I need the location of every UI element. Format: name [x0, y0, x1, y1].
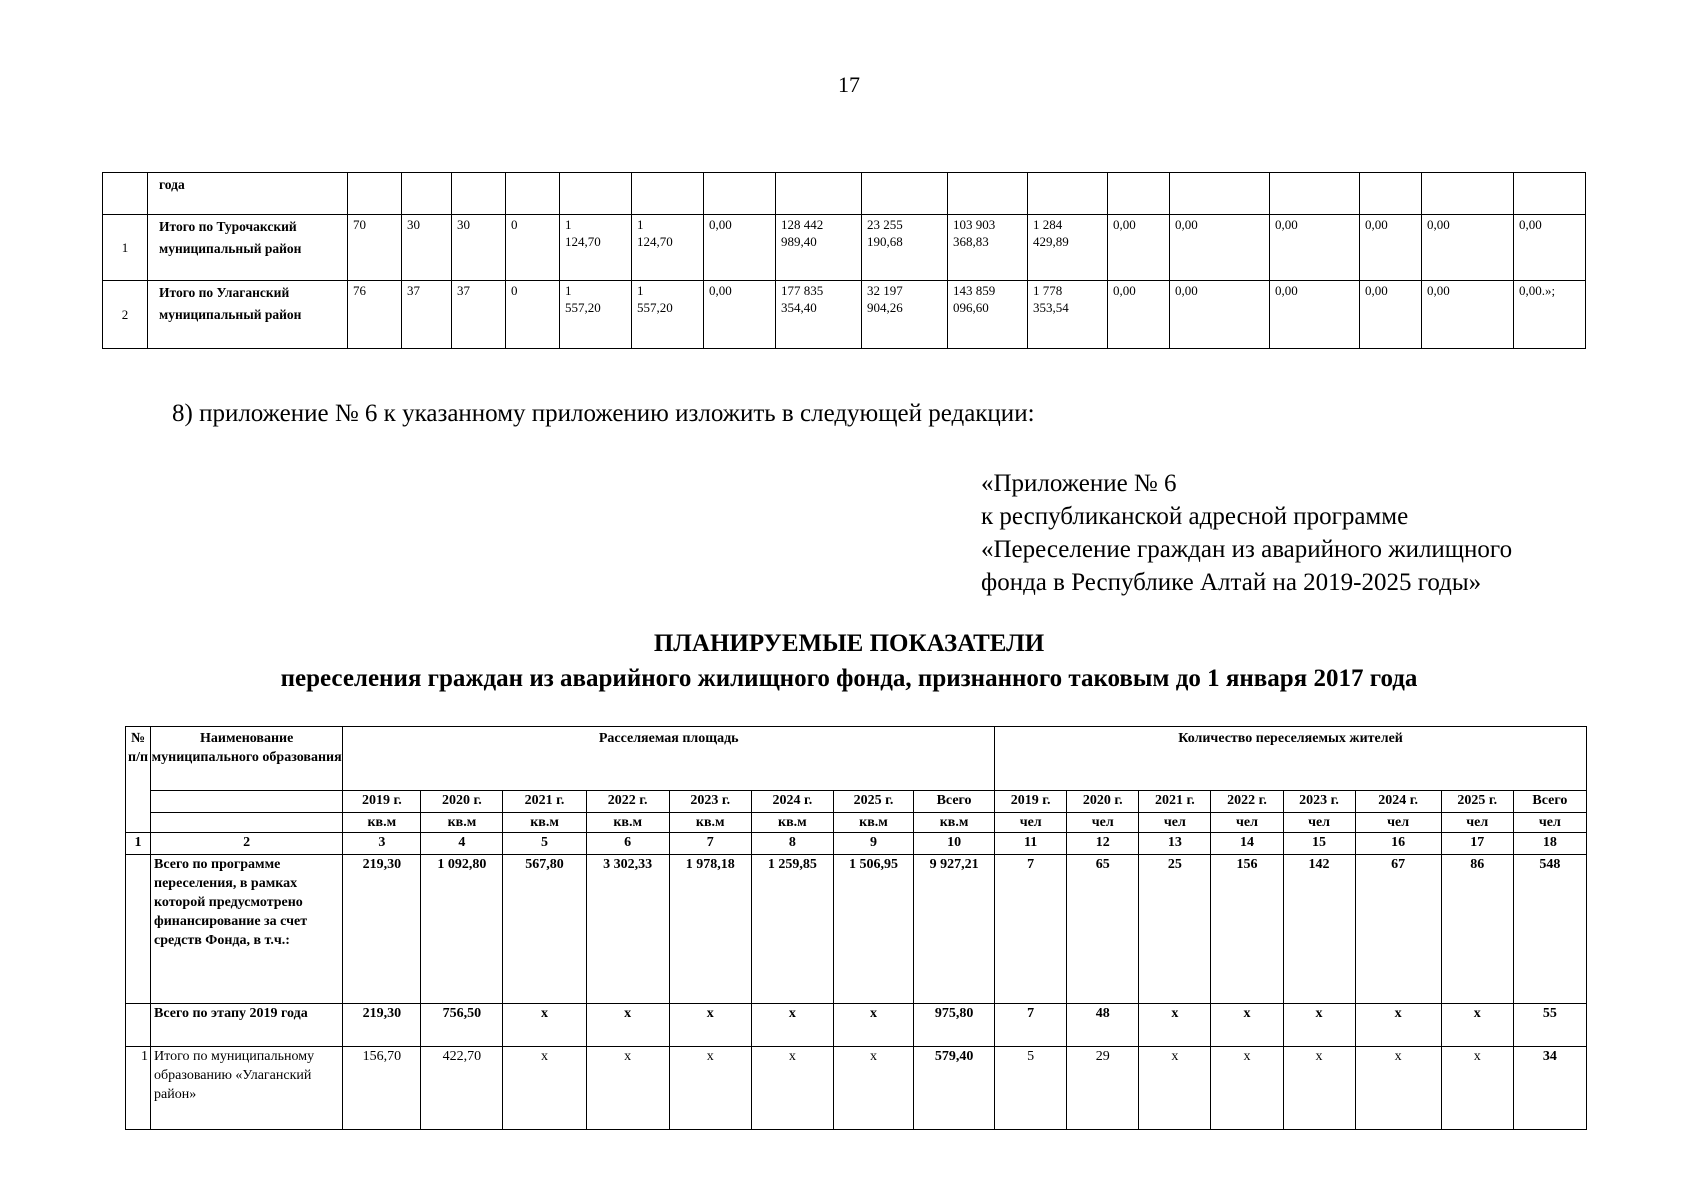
instruction-text: 8) приложение № 6 к указанному приложению изложить в следующей редакции:: [172, 400, 1035, 427]
table-cell: 30: [452, 215, 506, 281]
table-cell: 9 927,21: [914, 855, 995, 1004]
document-title: ПЛАНИРУЕМЫЕ ПОКАЗАТЕЛИ: [653, 630, 1045, 657]
header-unit: кв.м: [343, 813, 421, 833]
header-year: 2022 г.: [586, 791, 669, 813]
table-cell: 0,00: [1108, 215, 1170, 281]
document-subtitle: переселения граждан из аварийного жилищного фонда, признанного таковым до 1 января 2017 года: [280, 665, 1418, 692]
table-cell: x: [1283, 1004, 1355, 1047]
table-cell: 0,00: [1422, 215, 1514, 281]
table-cell: 177 835 354,40: [776, 281, 862, 349]
header-name: Наименование муниципального образования: [151, 727, 343, 791]
header-unit: чел: [1513, 813, 1586, 833]
page-number: 17: [838, 72, 860, 97]
header-column-number: 9: [833, 833, 913, 855]
header-column-number: 5: [503, 833, 586, 855]
table-cell: 1 557,20: [632, 281, 704, 349]
row-number: 1: [126, 1047, 151, 1130]
table-cell: 29: [1067, 1047, 1139, 1130]
table-cell: 156,70: [343, 1047, 421, 1130]
row-number: [126, 855, 151, 1004]
row-name: Итого по Турочакский муниципальный район: [148, 215, 348, 281]
header-column-number: 12: [1067, 833, 1139, 855]
header-year: Всего: [1513, 791, 1586, 813]
row-name: Итого по Улаганский муниципальный район: [148, 281, 348, 349]
row-number: [126, 1004, 151, 1047]
header-year: 2020 г.: [1067, 791, 1139, 813]
table-cell: 567,80: [503, 855, 586, 1004]
header-year: 2019 г.: [995, 791, 1067, 813]
table-cell: 219,30: [343, 855, 421, 1004]
table-cell: 0,00: [1514, 215, 1586, 281]
header-column-numbers-row: [126, 833, 1587, 855]
table-cell: 37: [402, 281, 452, 349]
table-cell: x: [503, 1047, 586, 1130]
table-cell: 30: [402, 215, 452, 281]
table-cell: 0,00.»;: [1514, 281, 1586, 349]
header-unit: чел: [1139, 813, 1211, 833]
table-cell: 128 442 989,40: [776, 215, 862, 281]
header-column-number: 10: [914, 833, 995, 855]
table-cell: x: [751, 1047, 833, 1130]
table-cell: 65: [1067, 855, 1139, 1004]
header-year: 2025 г.: [1441, 791, 1513, 813]
header-column-number: 8: [751, 833, 833, 855]
table-row: [126, 1047, 1587, 1130]
table-cell: 579,40: [914, 1047, 995, 1130]
table-cell: 76: [348, 281, 402, 349]
table-cell: 1 124,70: [560, 215, 632, 281]
header-year: 2023 г.: [669, 791, 751, 813]
header-unit: кв.м: [586, 813, 669, 833]
header-column-number: 3: [343, 833, 421, 855]
table-cell: 25: [1139, 855, 1211, 1004]
table-cell: 0,00: [1170, 215, 1270, 281]
table-cell: x: [1283, 1047, 1355, 1130]
header-column-number: 18: [1513, 833, 1586, 855]
table-row: [126, 855, 1587, 1004]
header-column-number: 4: [421, 833, 503, 855]
table-row: [103, 281, 1586, 349]
table-cell: x: [586, 1047, 669, 1130]
table-cell: 143 859 096,60: [948, 281, 1028, 349]
table-cell: x: [1441, 1004, 1513, 1047]
table-cell: 103 903 368,83: [948, 215, 1028, 281]
table-cell: x: [833, 1047, 913, 1130]
table-cell: 37: [452, 281, 506, 349]
table-cell: x: [833, 1004, 913, 1047]
table-cell: x: [751, 1004, 833, 1047]
header-year: 2021 г.: [503, 791, 586, 813]
header-area-group: Расселяемая площадь: [343, 727, 995, 791]
row-number: 1: [103, 215, 148, 281]
header-column-number: 14: [1211, 833, 1283, 855]
header-year: 2023 г.: [1283, 791, 1355, 813]
header-residents-group: Количество переселяемых жителей: [995, 727, 1587, 791]
table-cell: 86: [1441, 855, 1513, 1004]
header-year: Всего: [914, 791, 995, 813]
header-unit: чел: [1067, 813, 1139, 833]
table-cell: 0,00: [1108, 281, 1170, 349]
table-row: [126, 1004, 1587, 1047]
header-unit: кв.м: [669, 813, 751, 833]
table-cell: 0,00: [704, 281, 776, 349]
table-cell: 48: [1067, 1004, 1139, 1047]
table-cell: 1 778 353,54: [1028, 281, 1108, 349]
table-cell: 0,00: [704, 215, 776, 281]
table-cell: 219,30: [343, 1004, 421, 1047]
header-year: 2022 г.: [1211, 791, 1283, 813]
appendix-line: фонда в Республике Алтай на 2019-2025 годы»: [981, 569, 1482, 596]
table-cell: 0,00: [1270, 215, 1360, 281]
table-cell: x: [1211, 1047, 1283, 1130]
header-column-number: 15: [1283, 833, 1355, 855]
table-cell: 142: [1283, 855, 1355, 1004]
header-num: № п/п: [126, 727, 151, 833]
header-column-number: 6: [586, 833, 669, 855]
main-table: [125, 726, 1587, 1130]
header-row: [126, 727, 1587, 791]
header-unit: кв.м: [751, 813, 833, 833]
table-cell: x: [1139, 1004, 1211, 1047]
table-cell: 756,50: [421, 1004, 503, 1047]
table-cell: 0: [506, 215, 560, 281]
header-year: 2025 г.: [833, 791, 913, 813]
table-cell: 1 092,80: [421, 855, 503, 1004]
table-cell: 1 284 429,89: [1028, 215, 1108, 281]
table-cell: 70: [348, 215, 402, 281]
appendix-line: «Переселение граждан из аварийного жилищного: [981, 536, 1513, 563]
header-column-number: 7: [669, 833, 751, 855]
table-cell: 548: [1513, 855, 1586, 1004]
header-unit: чел: [1355, 813, 1441, 833]
table-cell: 23 255 190,68: [862, 215, 948, 281]
table-cell: 1 557,20: [560, 281, 632, 349]
table-cell: 975,80: [914, 1004, 995, 1047]
table-cell: 55: [1513, 1004, 1586, 1047]
header-unit: чел: [995, 813, 1067, 833]
header-year: 2020 г.: [421, 791, 503, 813]
header-year: 2024 г.: [751, 791, 833, 813]
table-cell: 0,00: [1360, 215, 1422, 281]
table-cell: x: [1441, 1047, 1513, 1130]
header-unit: кв.м: [503, 813, 586, 833]
table-cell: x: [669, 1004, 751, 1047]
header-unit: чел: [1441, 813, 1513, 833]
header-unit: чел: [1211, 813, 1283, 833]
table-cell: 0,00: [1422, 281, 1514, 349]
table-cell: x: [1355, 1047, 1441, 1130]
table-cell: x: [1139, 1047, 1211, 1130]
header-column-number: 13: [1139, 833, 1211, 855]
table-cell: 1 506,95: [833, 855, 913, 1004]
header-column-number: 1: [126, 833, 151, 855]
table-cell: x: [1355, 1004, 1441, 1047]
table-cell: 7: [995, 1004, 1067, 1047]
header-column-number: 17: [1441, 833, 1513, 855]
header-year: 2024 г.: [1355, 791, 1441, 813]
header-unit: чел: [1283, 813, 1355, 833]
header-unit: кв.м: [914, 813, 995, 833]
table-cell: 1 259,85: [751, 855, 833, 1004]
table-cell: x: [586, 1004, 669, 1047]
table-cell: 0,00: [1270, 281, 1360, 349]
table-cell: 422,70: [421, 1047, 503, 1130]
appendix-block: [981, 467, 1512, 599]
header-column-number: 16: [1355, 833, 1441, 855]
header-year: 2019 г.: [343, 791, 421, 813]
table-cell: 1 978,18: [669, 855, 751, 1004]
table-cell: 34: [1513, 1047, 1586, 1130]
table-cell: x: [1211, 1004, 1283, 1047]
header-unit: кв.м: [833, 813, 913, 833]
table-cell: 67: [1355, 855, 1441, 1004]
header-column-number: 2: [151, 833, 343, 855]
row-name: Всего по программе переселения, в рамках которой предусмотрено финансирование за счет средств Фонда, в т.ч.:: [151, 855, 343, 1004]
table-cell: 0: [506, 281, 560, 349]
top-table: [102, 172, 1586, 349]
row-name: Всего по этапу 2019 года: [151, 1004, 343, 1047]
table-cell: 156: [1211, 855, 1283, 1004]
table-cell: 5: [995, 1047, 1067, 1130]
row-name: Итого по муниципальному образованию «Улаганский район»: [151, 1047, 343, 1130]
table-cell: x: [503, 1004, 586, 1047]
header-year: 2021 г.: [1139, 791, 1211, 813]
table-row: [103, 215, 1586, 281]
table-cell: 3 302,33: [586, 855, 669, 1004]
table-cell: x: [669, 1047, 751, 1130]
header-units-row: [126, 813, 1587, 833]
table-cell: 0,00: [1360, 281, 1422, 349]
appendix-line: «Приложение № 6: [981, 470, 1177, 497]
header-column-number: 11: [995, 833, 1067, 855]
table-cell: 7: [995, 855, 1067, 1004]
appendix-line: к республиканской адресной программе: [981, 503, 1409, 530]
continuation-text: года: [148, 173, 348, 215]
table-cell: 1 124,70: [632, 215, 704, 281]
header-unit: кв.м: [421, 813, 503, 833]
top-table-continuation-row: [103, 173, 1586, 215]
table-cell: 0,00: [1170, 281, 1270, 349]
row-number: 2: [103, 281, 148, 349]
table-cell: 32 197 904,26: [862, 281, 948, 349]
header-years-row: [126, 791, 1587, 813]
